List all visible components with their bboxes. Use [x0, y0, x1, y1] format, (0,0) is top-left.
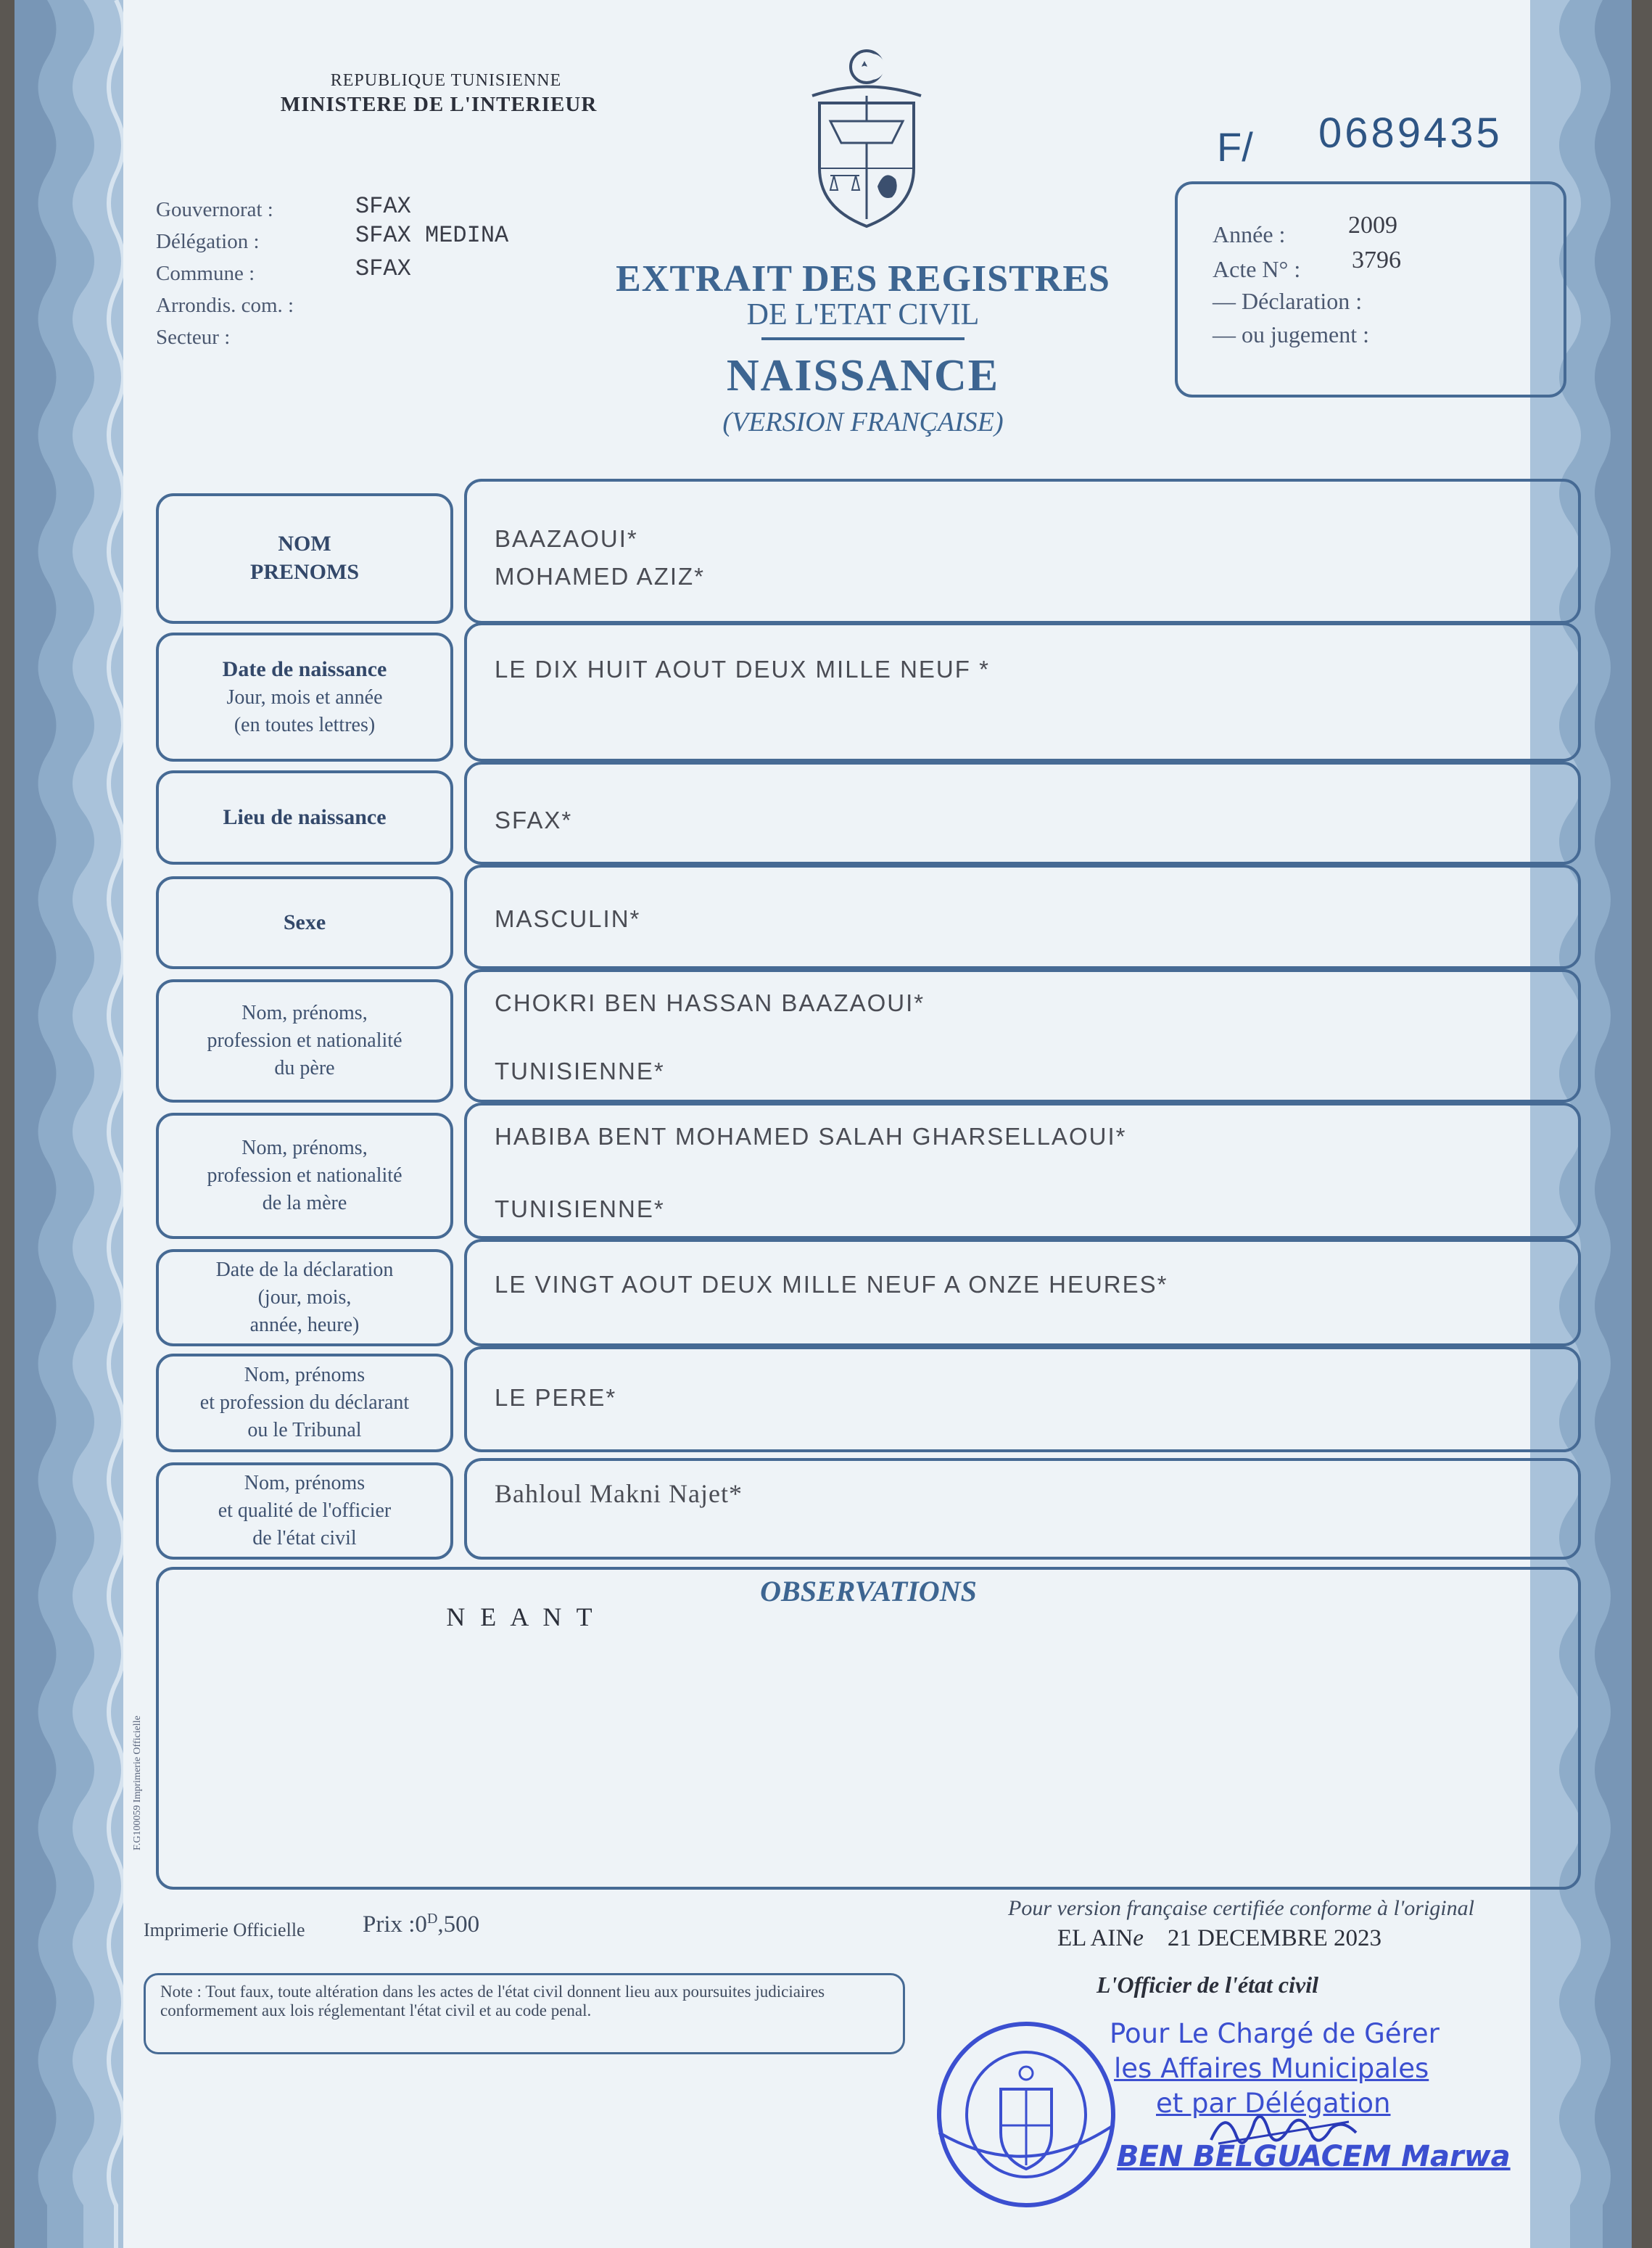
- legal-note: [160, 1983, 893, 2020]
- certified-statement: Pour version française certifiée conforme à l'original: [1008, 1896, 1474, 1920]
- value-nom: BAAZAOUI*: [495, 525, 638, 552]
- value-date-naissance: LE DIX HUIT AOUT DEUX MILLE NEUF *: [495, 656, 990, 683]
- place-suffix: e: [1133, 1925, 1144, 1951]
- price-value: ,500: [437, 1911, 480, 1938]
- label-pere-line1: Nom, prénoms,: [241, 1002, 368, 1024]
- place-date: [1057, 1925, 1382, 1952]
- side-printer-text: F.G100059 Imprimerie Officielle: [132, 1716, 143, 1850]
- label-jour-mois-annee: Jour, mois et année: [226, 685, 383, 709]
- value-lieu-naissance: SFAX*: [495, 807, 573, 833]
- value-prenoms: MOHAMED AZIZ*: [495, 563, 706, 590]
- acte-number-label: Acte N° :: [1213, 256, 1301, 282]
- title-extrait: EXTRAIT DES REGISTRES: [616, 258, 1110, 300]
- label-toutes-lettres: (en toutes lettres): [234, 713, 376, 736]
- serial-prefix: F/: [1217, 124, 1253, 170]
- annee-label: Année :: [1213, 221, 1286, 247]
- value-pere-nom: CHOKRI BEN HASSAN BAAZAOUI*: [495, 989, 925, 1016]
- value-mere-nom: HABIBA BENT MOHAMED SALAH GHARSELLAOUI*: [495, 1123, 1127, 1150]
- issue-date: 21 DECEMBRE 2023: [1167, 1925, 1382, 1951]
- title-version: (VERSION FRANÇAISE): [722, 407, 1004, 437]
- value-officier: Bahloul Makni Najet*: [495, 1479, 743, 1508]
- label-pere-line2: profession et nationalité: [207, 1029, 402, 1052]
- side-printer-mark: [123, 1697, 145, 1886]
- row-label-officier: [156, 1462, 453, 1560]
- label-sexe: Sexe: [283, 910, 326, 934]
- row-label-nom-prenoms: [156, 493, 453, 624]
- delegation-value: SFAX MEDINA: [355, 222, 509, 249]
- row-value-date-declaration: [464, 1239, 1581, 1346]
- left-security-border: [15, 0, 123, 2248]
- label-declarant-line1: Nom, prénoms: [244, 1364, 365, 1386]
- observations-box: [156, 1567, 1581, 1890]
- label-mere-line1: Nom, prénoms,: [241, 1137, 368, 1159]
- jugement-label: — ou jugement :: [1213, 321, 1369, 347]
- secteur-label: Secteur :: [156, 326, 231, 349]
- legal-note-box: [144, 1973, 905, 2054]
- label-declaration-line2: (jour, mois,: [257, 1286, 352, 1309]
- value-pere-nationalite: TUNISIENNE*: [495, 1058, 665, 1084]
- stamp-signatory-name: BEN BELGUACEM Marwa: [1117, 2140, 1511, 2173]
- label-declarant-line3: ou le Tribunal: [247, 1419, 362, 1441]
- label-date-naissance: Date de naissance: [222, 656, 387, 681]
- annee-value: 2009: [1348, 212, 1397, 239]
- label-mere-line2: profession et nationalité: [207, 1164, 402, 1187]
- place-name: EL AIN: [1057, 1925, 1133, 1951]
- ministry-line: MINISTERE DE L'INTERIEUR: [280, 93, 598, 116]
- row-value-mere: [464, 1103, 1581, 1239]
- value-declarant: LE PERE*: [495, 1384, 617, 1411]
- stamp-ring-text: [936, 2220, 938, 2223]
- coat-of-arms-emblem: [798, 45, 936, 230]
- label-mere-line3: de la mère: [262, 1192, 347, 1214]
- declaration-label: — Déclaration :: [1213, 288, 1363, 314]
- row-label-mere: [156, 1113, 453, 1239]
- serial-number: 0689435: [1318, 110, 1503, 157]
- title-naissance: NAISSANCE: [726, 351, 1000, 400]
- note-text: Tout faux, toute altération dans les actes de l'état civil donnent lieu aux poursuites judiciaires conformement aux lois réglementant l'état civil et au code penal.: [160, 1983, 825, 2020]
- row-value-date-naissance: [464, 622, 1581, 762]
- label-officier-line3: de l'état civil: [252, 1527, 357, 1549]
- title-etat-civil: DE L'ETAT CIVIL: [746, 298, 980, 332]
- officer-title: L'Officier de l'état civil: [1096, 1972, 1318, 1998]
- label-officier-line1: Nom, prénoms: [244, 1472, 365, 1494]
- row-label-date-declaration: [156, 1249, 453, 1346]
- title-underline: [761, 337, 965, 340]
- commune-value: SFAX: [355, 255, 411, 282]
- stamp-line1: Pour Le Chargé de Gérer: [1110, 2018, 1440, 2049]
- arrondissement-label: Arrondis. com. :: [156, 294, 294, 317]
- label-prenoms: PRENOMS: [250, 560, 359, 584]
- label-declaration-line3: année, heure): [249, 1314, 360, 1336]
- price-sup: D: [426, 1911, 438, 1927]
- row-value-officier: [464, 1458, 1581, 1560]
- row-label-pere: [156, 979, 453, 1103]
- label-declarant-line2: et profession du déclarant: [199, 1391, 410, 1414]
- row-label-lieu-naissance: [156, 770, 453, 865]
- delegation-label: Délégation :: [156, 230, 260, 253]
- label-nom: NOM: [278, 532, 331, 556]
- stamp-line2: les Affaires Municipales: [1114, 2053, 1429, 2084]
- price-label: Prix :0: [363, 1911, 427, 1938]
- label-pere-line3: du père: [274, 1057, 335, 1079]
- gouvernorat-value: SFAX: [355, 193, 411, 220]
- stamp-line3: et par Délégation: [1156, 2088, 1391, 2119]
- value-date-declaration: LE VINGT AOUT DEUX MILLE NEUF A ONZE HEURES*: [495, 1271, 1168, 1298]
- label-lieu-naissance: Lieu de naissance: [223, 804, 387, 829]
- observations-heading: OBSERVATIONS: [760, 1575, 977, 1607]
- value-mere-nationalite: TUNISIENNE*: [495, 1195, 665, 1222]
- row-label-declarant: [156, 1354, 453, 1452]
- value-sexe: MASCULIN*: [495, 905, 641, 932]
- gouvernorat-label: Gouvernorat :: [156, 198, 273, 221]
- row-value-lieu-naissance: [464, 762, 1581, 865]
- row-value-pere: [464, 969, 1581, 1103]
- observations-value: N E A N T: [446, 1602, 597, 1631]
- row-label-sexe: [156, 876, 453, 969]
- republic-line: REPUBLIQUE TUNISIENNE: [330, 71, 562, 90]
- acte-number-value: 3796: [1352, 247, 1401, 273]
- row-label-date-naissance: [156, 633, 453, 762]
- act-info-box: [1175, 181, 1566, 398]
- row-value-declarant: [464, 1346, 1581, 1452]
- row-value-sexe: [464, 865, 1581, 969]
- document-paper: [15, 0, 1632, 2248]
- footer-printer: Imprimerie Officielle: [144, 1919, 305, 1940]
- label-officier-line2: et qualité de l'officier: [218, 1499, 392, 1522]
- official-round-stamp: [932, 2017, 1120, 2212]
- row-value-nom-prenoms: [464, 479, 1581, 624]
- footer-price: [363, 1911, 479, 1938]
- commune-label: Commune :: [156, 262, 255, 285]
- note-label: Note :: [160, 1983, 202, 2001]
- label-declaration-line1: Date de la déclaration: [215, 1259, 394, 1281]
